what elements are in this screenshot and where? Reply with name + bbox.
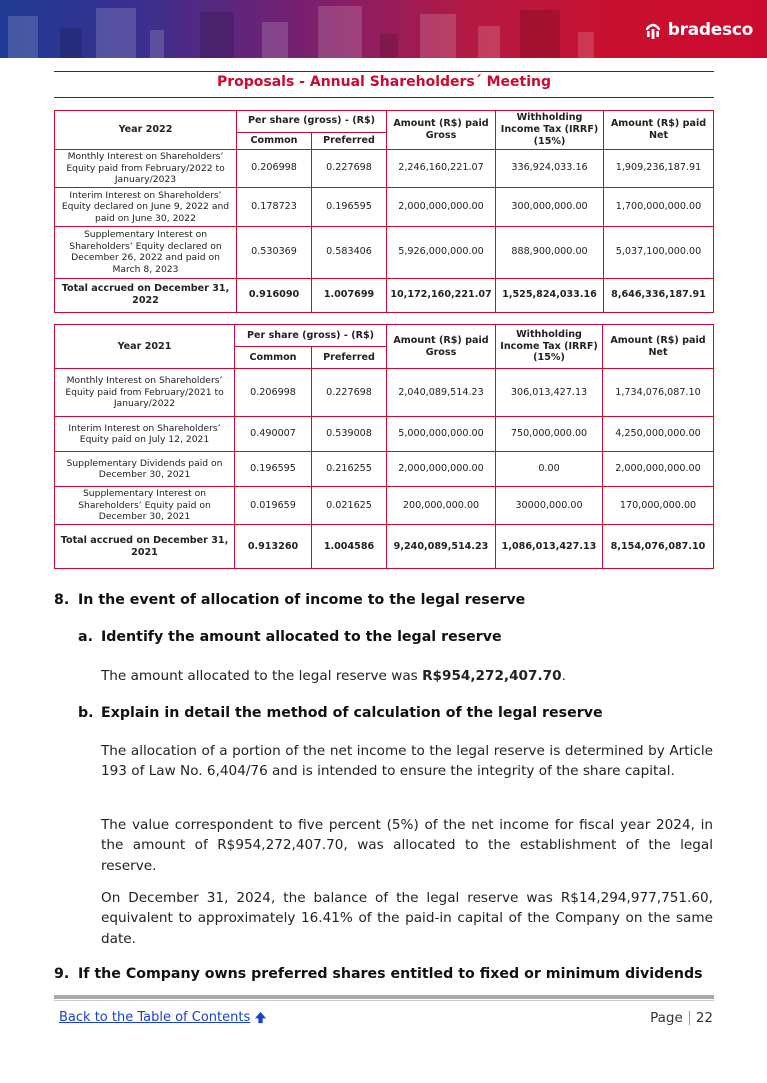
cell-net: 1,734,076,087.10	[603, 369, 714, 417]
section-9-heading: If the Company owns preferred shares entitled to fixed or minimum dividends	[78, 966, 703, 982]
section-8-number: 8.	[54, 592, 70, 608]
row-description: Supplementary Dividends paid on December 30, 2021	[55, 452, 235, 487]
cell-preferred: 0.539008	[312, 417, 387, 452]
total-irrf: 1,525,824,033.16	[496, 278, 604, 312]
section-8a-label: a.	[78, 629, 93, 645]
section-8a-heading: Identify the amount allocated to the legal reserve	[101, 629, 502, 645]
table-2021	[54, 324, 714, 569]
cell-preferred: 0.216255	[312, 452, 387, 487]
cell-gross: 2,246,160,221.07	[387, 149, 496, 187]
row-description: Supplementary Interest on Shareholders’ Equity declared on December 26, 2022 and paid on March 8, 2023	[55, 226, 237, 278]
cell-gross: 5,000,000,000.00	[387, 417, 496, 452]
title-top-rule	[54, 71, 714, 72]
cell-common: 0.206998	[237, 149, 312, 187]
cell-common: 0.019659	[235, 487, 312, 525]
bradesco-tree-icon	[643, 20, 663, 40]
row-description: Monthly Interest on Shareholders’ Equity paid from February/2021 to January/2022	[55, 369, 235, 417]
cell-common: 0.196595	[235, 452, 312, 487]
header-irrf: Withholding Income Tax (IRRF) (15%)	[496, 111, 604, 150]
table-row	[55, 487, 714, 525]
header-gross: Amount (R$) paid Gross	[387, 111, 496, 150]
banner-decoration	[60, 28, 82, 58]
section-8a-text-post: .	[561, 668, 566, 684]
header-gross: Amount (R$) paid Gross	[387, 325, 496, 369]
cell-net: 2,000,000,000.00	[603, 452, 714, 487]
cell-irrf: 300,000,000.00	[496, 187, 604, 226]
footer-rule	[54, 995, 714, 999]
total-preferred: 1.007699	[312, 278, 387, 312]
banner-decoration	[96, 8, 136, 58]
total-common: 0.913260	[235, 525, 312, 569]
section-8b-paragraph-1: The allocation of a portion of the net income to the legal reserve is determined by Article 193 of Law No. 6,404/76 and is intended to ensure the integrity of the share capital.	[101, 743, 713, 780]
header-banner	[0, 0, 767, 58]
bradesco-logo	[643, 20, 753, 40]
cell-gross: 2,000,000,000.00	[387, 452, 496, 487]
cell-common: 0.206998	[235, 369, 312, 417]
section-8b-heading: Explain in detail the method of calculation of the legal reserve	[101, 705, 603, 721]
table-total-row	[55, 525, 714, 569]
arrow-up-icon	[254, 1011, 267, 1024]
banner-decoration	[478, 26, 500, 58]
header-irrf: Withholding Income Tax (IRRF) (15%)	[496, 325, 603, 369]
section-8-heading: In the event of allocation of income to the legal reserve	[78, 592, 526, 608]
legal-reserve-amount: R$954,272,407.70	[422, 668, 562, 684]
page-label: Page	[650, 1010, 683, 1026]
cell-preferred: 0.583406	[312, 226, 387, 278]
cell-irrf: 336,924,033.16	[496, 149, 604, 187]
banner-decoration	[578, 32, 594, 58]
table-row	[55, 149, 714, 187]
cell-irrf: 30000,000.00	[496, 487, 603, 525]
cell-net: 170,000,000.00	[603, 487, 714, 525]
cell-common: 0.530369	[237, 226, 312, 278]
total-description: Total accrued on December 31, 2022	[55, 278, 237, 312]
header-per-share: Per share (gross) - (R$)	[235, 325, 387, 347]
cell-irrf: 0.00	[496, 452, 603, 487]
total-description: Total accrued on December 31, 2021	[55, 525, 235, 569]
cell-irrf: 888,900,000.00	[496, 226, 604, 278]
table-2022	[54, 110, 714, 313]
banner-decoration	[520, 10, 560, 58]
row-description: Monthly Interest on Shareholders’ Equity paid from February/2022 to January/2023	[55, 149, 237, 187]
banner-decoration	[8, 16, 38, 58]
section-9-number: 9.	[54, 966, 70, 982]
cell-gross: 200,000,000.00	[387, 487, 496, 525]
header-per-share: Per share (gross) - (R$)	[237, 111, 387, 133]
header-year: Year 2022	[55, 111, 237, 150]
table-row	[55, 369, 714, 417]
page-separator	[689, 1011, 690, 1025]
total-gross: 10,172,160,221.07	[387, 278, 496, 312]
table-row	[55, 226, 714, 278]
cell-gross: 2,000,000,000.00	[387, 187, 496, 226]
page-title: Proposals - Annual Shareholders´ Meeting	[216, 74, 552, 90]
total-common: 0.916090	[237, 278, 312, 312]
cell-irrf: 750,000,000.00	[496, 417, 603, 452]
cell-common: 0.178723	[237, 187, 312, 226]
section-8b-paragraph-3: On December 31, 2024, the balance of the legal reserve was R$14,294,977,751.60, equivalent to approximately 16.41% of the paid-in capital of the Company on the same date.	[101, 890, 713, 947]
banner-decoration	[318, 6, 362, 58]
cell-preferred: 0.227698	[312, 149, 387, 187]
section-8a-text-pre: The amount allocated to the legal reserve was	[101, 668, 423, 684]
table-row	[55, 417, 714, 452]
total-preferred: 1.004586	[312, 525, 387, 569]
row-description: Interim Interest on Shareholders’ Equity declared on June 9, 2022 and paid on June 30, 2022	[55, 187, 237, 226]
cell-common: 0.490007	[235, 417, 312, 452]
cell-preferred: 0.227698	[312, 369, 387, 417]
back-to-toc-label: Back to the Table of Contents	[59, 1010, 251, 1025]
header-net: Amount (R$) paid Net	[603, 325, 714, 369]
banner-decoration	[200, 12, 234, 58]
banner-decoration	[420, 14, 456, 58]
total-irrf: 1,086,013,427.13	[496, 525, 603, 569]
header-year: Year 2021	[55, 325, 235, 369]
section-8b-label: b.	[78, 705, 94, 721]
cell-net: 5,037,100,000.00	[604, 226, 714, 278]
table-row	[55, 452, 714, 487]
cell-gross: 5,926,000,000.00	[387, 226, 496, 278]
row-description: Supplementary Interest on Shareholders’ Equity paid on December 30, 2021	[55, 487, 235, 525]
back-to-toc-link[interactable]	[59, 1010, 267, 1025]
title-bottom-rule	[54, 97, 714, 98]
cell-preferred: 0.196595	[312, 187, 387, 226]
banner-decoration	[380, 34, 398, 58]
cell-preferred: 0.021625	[312, 487, 387, 525]
cell-net: 1,700,000,000.00	[604, 187, 714, 226]
table-row	[55, 187, 714, 226]
row-description: Interim Interest on Shareholders’ Equity paid on July 12, 2021	[55, 417, 235, 452]
total-gross: 9,240,089,514.23	[387, 525, 496, 569]
section-8b-paragraph-2: The value correspondent to five percent (5%) of the net income for fiscal year 2024, in the amount of R$954,272,407.70, was allocated to the establishment of the legal reserve.	[101, 817, 713, 874]
cell-net: 1,909,236,187.91	[604, 149, 714, 187]
cell-net: 4,250,000,000.00	[603, 417, 714, 452]
logo-text: bradesco	[667, 20, 753, 40]
footer-rule-thin	[54, 1000, 714, 1001]
page-number-value: 22	[695, 1010, 713, 1026]
cell-gross: 2,040,089,514.23	[387, 369, 496, 417]
header-net: Amount (R$) paid Net	[604, 111, 714, 150]
total-net: 8,646,336,187.91	[604, 278, 714, 312]
section-8a-text	[101, 666, 713, 686]
banner-decoration	[262, 22, 288, 58]
header-preferred: Preferred	[312, 132, 387, 149]
table-total-row	[55, 278, 714, 312]
banner-decoration	[150, 30, 164, 58]
total-net: 8,154,076,087.10	[603, 525, 714, 569]
header-common: Common	[237, 132, 312, 149]
cell-irrf: 306,013,427.13	[496, 369, 603, 417]
header-common: Common	[235, 347, 312, 369]
page-number	[650, 1010, 713, 1026]
header-preferred: Preferred	[312, 347, 387, 369]
